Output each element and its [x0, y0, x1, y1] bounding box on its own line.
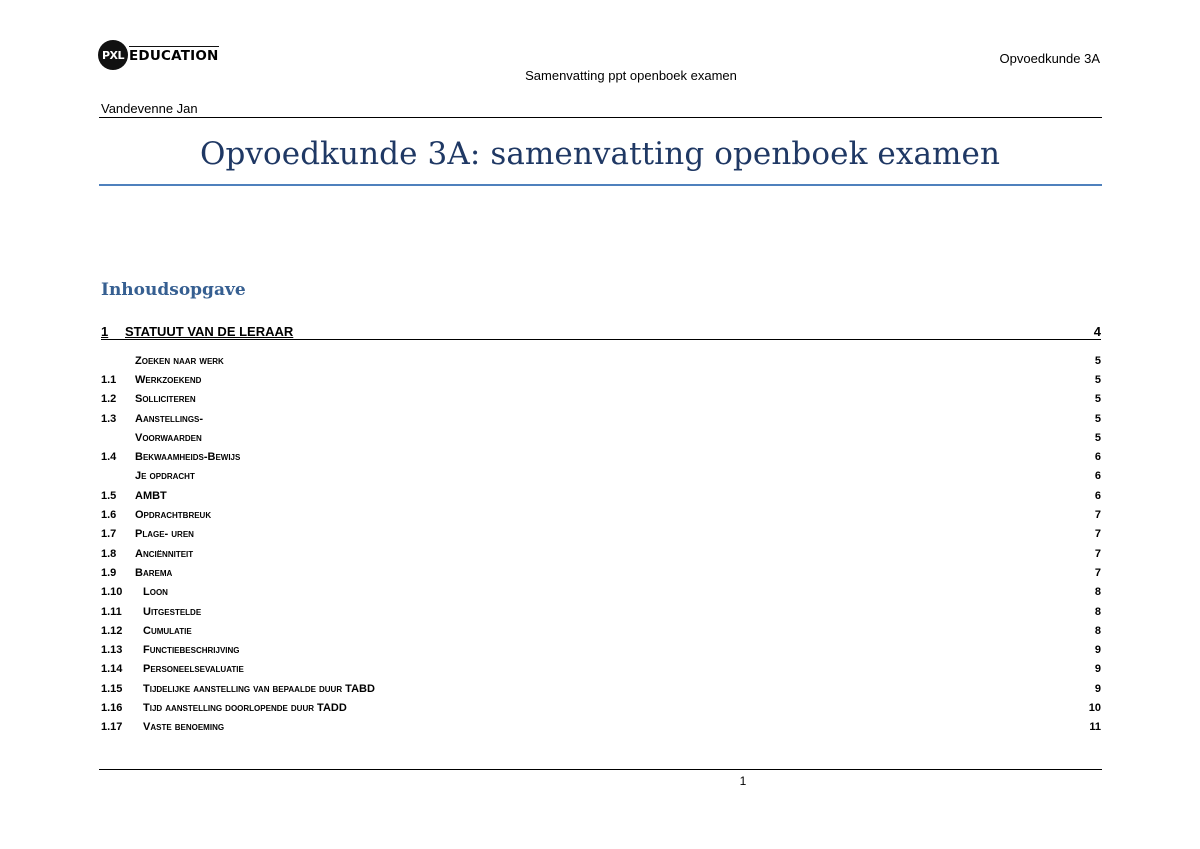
toc-entry-title: Voorwaarden — [135, 431, 202, 444]
header-divider — [99, 117, 1102, 118]
toc-entry[interactable] — [101, 351, 1101, 370]
toc-entry[interactable] — [101, 563, 1101, 582]
table-of-contents — [101, 322, 1101, 737]
toc-entry-page: 9 — [1094, 663, 1101, 676]
toc-entry-title: Je opdracht — [135, 470, 195, 483]
toc-entry-title: Zoeken naar werk — [135, 354, 224, 367]
toc-entry-number: 1.6 — [101, 509, 117, 522]
toc-entry-number: 1.16 — [101, 701, 123, 714]
toc-entry-page: 10 — [1088, 701, 1101, 714]
toc-entry[interactable] — [101, 660, 1101, 679]
toc-entry[interactable] — [101, 370, 1101, 389]
toc-entry-page: 8 — [1094, 586, 1101, 599]
toc-entry-title: Barema — [135, 566, 173, 579]
header-course: Opvoedkunde 3A — [999, 51, 1100, 66]
toc-entry-title: Werkzoekend — [135, 373, 202, 386]
toc-entry-page: 9 — [1094, 644, 1101, 657]
toc-entry-title: Tijd aanstelling doorlopende duur TADD — [143, 701, 347, 714]
toc-entry-title: Anciënniteit — [135, 547, 194, 560]
toc-entry-number: 1.12 — [101, 624, 123, 637]
toc-entry[interactable] — [101, 718, 1101, 737]
toc-entry-number: 1.5 — [101, 489, 117, 502]
header-subtitle: Samenvatting ppt openboek examen — [525, 68, 737, 83]
toc-entry-page: 7 — [1094, 509, 1101, 522]
page-number: 1 — [739, 774, 747, 788]
toc-entry-page: 6 — [1094, 470, 1101, 483]
toc-chapter-title: STATUUT VAN DE LERAAR — [125, 324, 294, 339]
toc-entry[interactable] — [101, 505, 1101, 524]
toc-entry[interactable] — [101, 583, 1101, 602]
toc-entry-title: Solliciteren — [135, 393, 196, 406]
toc-entry-number: 1.9 — [101, 566, 117, 579]
toc-entry-title: Vaste benoeming — [143, 721, 225, 734]
toc-chapter-page: 4 — [1093, 324, 1101, 339]
toc-entry-title: Cumulatie — [143, 624, 192, 637]
toc-entry-page: 11 — [1089, 721, 1101, 734]
toc-entry[interactable] — [101, 447, 1101, 466]
toc-entry-title: Personeelsevaluatie — [143, 663, 244, 676]
header-author: Vandevenne Jan — [101, 101, 198, 116]
toc-entry[interactable] — [101, 679, 1101, 698]
toc-entry-number: 1.14 — [101, 663, 123, 676]
toc-entry-page: 8 — [1094, 605, 1101, 618]
toc-heading: Inhoudsopgave — [101, 280, 246, 300]
toc-entry-number: 1.2 — [101, 393, 117, 406]
toc-entry-number: 1.13 — [101, 644, 123, 657]
toc-entry-page: 8 — [1094, 624, 1101, 637]
toc-entry-number: 1.1 — [101, 373, 117, 386]
document-title: Opvoedkunde 3A: samenvatting openboek examen — [199, 136, 1001, 172]
toc-entry-page: 9 — [1094, 682, 1101, 695]
toc-entry-page: 6 — [1094, 451, 1101, 464]
toc-entry-title: Uitgestelde — [143, 605, 202, 618]
toc-entry-title: Bekwaamheids-Bewijs — [135, 451, 241, 464]
toc-entry-title: Plage- uren — [135, 528, 194, 541]
toc-entry[interactable] — [101, 409, 1101, 428]
toc-entry-page: 6 — [1094, 489, 1101, 502]
toc-entry[interactable] — [101, 621, 1101, 640]
toc-entry[interactable] — [101, 640, 1101, 659]
toc-entry-number: 1.17 — [101, 721, 123, 734]
toc-entry-number: 1.3 — [101, 412, 117, 425]
toc-entry-number: 1.7 — [101, 528, 117, 541]
toc-entry-number: 1.4 — [101, 451, 117, 464]
toc-entry-page: 5 — [1094, 373, 1101, 386]
toc-entry-page: 5 — [1094, 354, 1101, 367]
toc-entry[interactable] — [101, 467, 1101, 486]
toc-entry-page: 5 — [1094, 412, 1101, 425]
toc-entry[interactable] — [101, 544, 1101, 563]
toc-entry-number: 1.15 — [101, 682, 123, 695]
toc-entry[interactable] — [101, 428, 1101, 447]
toc-entry-title: Functiebeschrijving — [143, 644, 240, 657]
toc-entry-page: 7 — [1094, 528, 1101, 541]
footer-divider — [99, 769, 1102, 770]
toc-entry-page: 7 — [1094, 547, 1101, 560]
pxl-education-logo — [98, 40, 219, 70]
logo-text: EDUCATION — [129, 48, 219, 64]
toc-entry[interactable] — [101, 602, 1101, 621]
toc-entry-page: 7 — [1094, 566, 1101, 579]
toc-chapter-link[interactable] — [101, 322, 1101, 340]
toc-entry[interactable] — [101, 698, 1101, 717]
toc-entry-number: 1.11 — [101, 605, 122, 618]
toc-entry[interactable] — [101, 486, 1101, 505]
toc-chapter-number: 1 — [101, 324, 109, 339]
toc-entry-title: Aanstellings- — [135, 412, 204, 425]
toc-entry[interactable] — [101, 390, 1101, 409]
toc-entry-number: 1.10 — [101, 586, 123, 599]
toc-entry-page: 5 — [1094, 431, 1101, 444]
toc-entry-title: Loon — [143, 586, 168, 599]
toc-entry-page: 5 — [1094, 393, 1101, 406]
title-underline — [99, 184, 1102, 186]
toc-entry-title: Tijdelijke aanstelling van bepaalde duur TABD — [143, 682, 375, 695]
toc-entry[interactable] — [101, 525, 1101, 544]
toc-entries — [101, 351, 1101, 737]
toc-entry-title: AMBT — [135, 489, 167, 502]
toc-entry-title: Opdrachtbreuk — [135, 509, 212, 522]
logo-badge: PXL — [98, 40, 128, 70]
toc-entry-number: 1.8 — [101, 547, 117, 560]
